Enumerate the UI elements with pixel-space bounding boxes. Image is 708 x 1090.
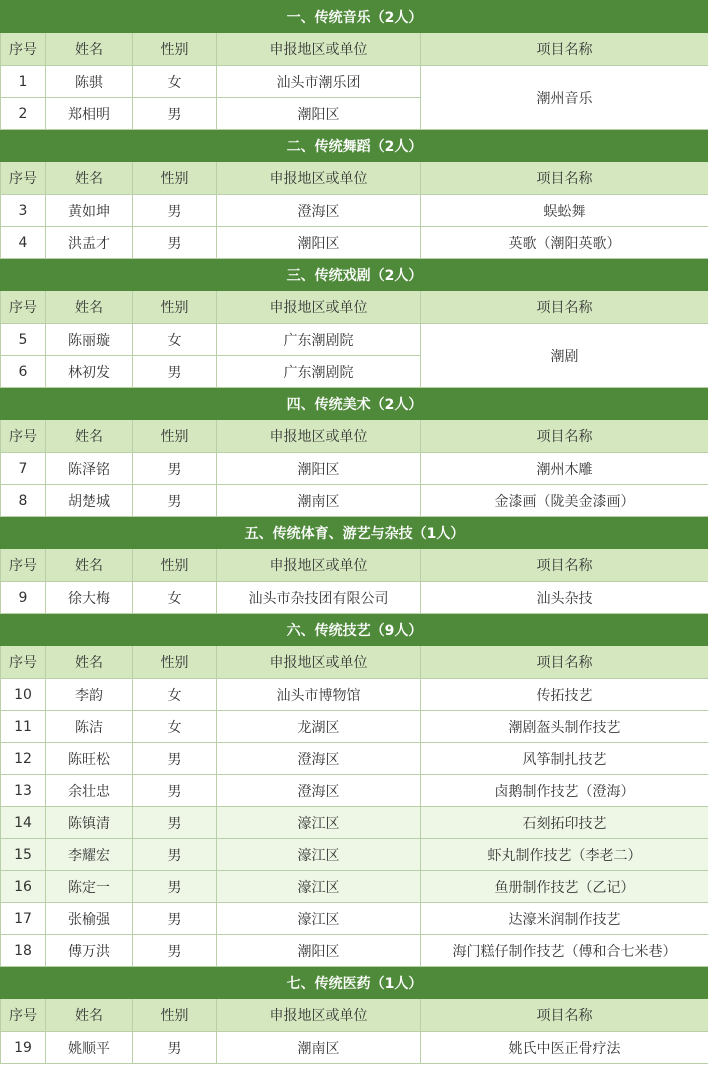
- row-name: 姚顺平: [46, 1032, 133, 1064]
- row-project: 潮州木雕: [421, 453, 708, 485]
- row-number: 13: [1, 775, 46, 807]
- header-name: 姓名: [46, 420, 133, 453]
- section-title: 六、传统技艺（9人）: [1, 614, 708, 646]
- row-name: 张榆强: [46, 903, 133, 935]
- header-unit: 申报地区或单位: [217, 33, 421, 66]
- row-project: 石刻拓印技艺: [421, 807, 708, 839]
- row-gender: 男: [133, 453, 217, 485]
- row-name: 陈镇清: [46, 807, 133, 839]
- row-name: 胡楚城: [46, 485, 133, 517]
- column-header-row: [1, 33, 708, 66]
- column-header-row: [1, 291, 708, 324]
- section-title: 一、传统音乐（2人）: [1, 1, 708, 33]
- row-unit: 澄海区: [217, 775, 421, 807]
- section-title-row: [1, 259, 708, 291]
- row-name: 徐大梅: [46, 582, 133, 614]
- header-number: 序号: [1, 549, 46, 582]
- table-row: [1, 743, 708, 775]
- section-title: 三、传统戏剧（2人）: [1, 259, 708, 291]
- table-body: [1, 1, 708, 1064]
- column-header-row: [1, 999, 708, 1032]
- row-name: 余壮忠: [46, 775, 133, 807]
- row-unit: 广东潮剧院: [217, 356, 421, 388]
- row-unit: 濠江区: [217, 807, 421, 839]
- table-row: [1, 1032, 708, 1064]
- row-gender: 男: [133, 807, 217, 839]
- row-name: 陈旺松: [46, 743, 133, 775]
- row-number: 18: [1, 935, 46, 967]
- row-gender: 男: [133, 935, 217, 967]
- section-title-row: [1, 1, 708, 33]
- table-row: [1, 935, 708, 967]
- row-number: 14: [1, 807, 46, 839]
- row-gender: 男: [133, 1032, 217, 1064]
- row-project: 风筝制扎技艺: [421, 743, 708, 775]
- row-name: 林初发: [46, 356, 133, 388]
- row-number: 6: [1, 356, 46, 388]
- section-title-row: [1, 388, 708, 420]
- row-unit: 汕头市博物馆: [217, 679, 421, 711]
- row-number: 1: [1, 66, 46, 98]
- row-project: 英歌（潮阳英歌）: [421, 227, 708, 259]
- header-project: 项目名称: [421, 291, 708, 324]
- row-gender: 男: [133, 839, 217, 871]
- header-unit: 申报地区或单位: [217, 549, 421, 582]
- column-header-row: [1, 162, 708, 195]
- row-number: 2: [1, 98, 46, 130]
- header-project: 项目名称: [421, 33, 708, 66]
- header-gender: 性别: [133, 549, 217, 582]
- row-name: 黄如坤: [46, 195, 133, 227]
- row-project: 鱼册制作技艺（乙记）: [421, 871, 708, 903]
- table-row: [1, 227, 708, 259]
- row-unit: 濠江区: [217, 839, 421, 871]
- row-unit: 濠江区: [217, 871, 421, 903]
- row-number: 11: [1, 711, 46, 743]
- column-header-row: [1, 549, 708, 582]
- column-header-row: [1, 646, 708, 679]
- table-row: [1, 582, 708, 614]
- section-title-row: [1, 967, 708, 999]
- header-number: 序号: [1, 291, 46, 324]
- header-name: 姓名: [46, 999, 133, 1032]
- row-project: 虾丸制作技艺（李老二）: [421, 839, 708, 871]
- section-title-row: [1, 517, 708, 549]
- row-project: 蜈蚣舞: [421, 195, 708, 227]
- row-gender: 女: [133, 679, 217, 711]
- row-number: 3: [1, 195, 46, 227]
- row-number: 16: [1, 871, 46, 903]
- row-unit: 潮阳区: [217, 98, 421, 130]
- section-title: 二、传统舞蹈（2人）: [1, 130, 708, 162]
- row-gender: 男: [133, 775, 217, 807]
- row-unit: 澄海区: [217, 743, 421, 775]
- table-row: [1, 66, 708, 98]
- row-project: 达濠米润制作技艺: [421, 903, 708, 935]
- header-unit: 申报地区或单位: [217, 646, 421, 679]
- row-number: 17: [1, 903, 46, 935]
- row-project: 汕头杂技: [421, 582, 708, 614]
- row-number: 12: [1, 743, 46, 775]
- table-row: [1, 453, 708, 485]
- row-unit: 广东潮剧院: [217, 324, 421, 356]
- row-project-merged: 潮州音乐: [421, 66, 708, 130]
- row-number: 9: [1, 582, 46, 614]
- table-row: [1, 324, 708, 356]
- row-gender: 男: [133, 485, 217, 517]
- row-name: 傅万洪: [46, 935, 133, 967]
- table-row: [1, 485, 708, 517]
- row-unit: 潮南区: [217, 485, 421, 517]
- row-number: 15: [1, 839, 46, 871]
- header-number: 序号: [1, 420, 46, 453]
- table-row: [1, 903, 708, 935]
- row-name: 李韵: [46, 679, 133, 711]
- row-unit: 澄海区: [217, 195, 421, 227]
- row-name: 陈泽铭: [46, 453, 133, 485]
- row-name: 陈丽璇: [46, 324, 133, 356]
- row-gender: 男: [133, 98, 217, 130]
- row-number: 7: [1, 453, 46, 485]
- header-gender: 性别: [133, 33, 217, 66]
- table-row: [1, 711, 708, 743]
- row-gender: 女: [133, 66, 217, 98]
- header-name: 姓名: [46, 162, 133, 195]
- row-unit: 濠江区: [217, 903, 421, 935]
- header-number: 序号: [1, 999, 46, 1032]
- row-gender: 男: [133, 195, 217, 227]
- header-gender: 性别: [133, 162, 217, 195]
- row-number: 10: [1, 679, 46, 711]
- header-gender: 性别: [133, 420, 217, 453]
- header-project: 项目名称: [421, 646, 708, 679]
- header-number: 序号: [1, 33, 46, 66]
- header-project: 项目名称: [421, 162, 708, 195]
- header-number: 序号: [1, 646, 46, 679]
- row-name: 郑相明: [46, 98, 133, 130]
- row-name: 洪盂才: [46, 227, 133, 259]
- section-title: 七、传统医药（1人）: [1, 967, 708, 999]
- header-unit: 申报地区或单位: [217, 291, 421, 324]
- row-gender: 女: [133, 582, 217, 614]
- row-gender: 女: [133, 324, 217, 356]
- table-row: [1, 871, 708, 903]
- row-project: 传拓技艺: [421, 679, 708, 711]
- header-name: 姓名: [46, 646, 133, 679]
- row-project: 潮剧盔头制作技艺: [421, 711, 708, 743]
- row-project-merged: 潮剧: [421, 324, 708, 388]
- row-gender: 女: [133, 711, 217, 743]
- header-name: 姓名: [46, 33, 133, 66]
- row-name: 陈骐: [46, 66, 133, 98]
- row-name: 陈洁: [46, 711, 133, 743]
- row-gender: 男: [133, 356, 217, 388]
- table-row: [1, 839, 708, 871]
- section-title-row: [1, 614, 708, 646]
- header-number: 序号: [1, 162, 46, 195]
- row-gender: 男: [133, 903, 217, 935]
- row-project: 姚氏中医正骨疗法: [421, 1032, 708, 1064]
- row-unit: 潮阳区: [217, 453, 421, 485]
- table-row: [1, 807, 708, 839]
- row-project: 卤鹅制作技艺（澄海）: [421, 775, 708, 807]
- row-number: 8: [1, 485, 46, 517]
- row-unit: 龙湖区: [217, 711, 421, 743]
- header-name: 姓名: [46, 291, 133, 324]
- table-row: [1, 195, 708, 227]
- header-unit: 申报地区或单位: [217, 999, 421, 1032]
- row-unit: 潮阳区: [217, 935, 421, 967]
- row-gender: 男: [133, 743, 217, 775]
- section-title: 五、传统体育、游艺与杂技（1人）: [1, 517, 708, 549]
- header-name: 姓名: [46, 549, 133, 582]
- header-gender: 性别: [133, 291, 217, 324]
- column-header-row: [1, 420, 708, 453]
- row-number: 19: [1, 1032, 46, 1064]
- header-project: 项目名称: [421, 420, 708, 453]
- row-project: 金漆画（陇美金漆画）: [421, 485, 708, 517]
- header-unit: 申报地区或单位: [217, 420, 421, 453]
- row-number: 5: [1, 324, 46, 356]
- row-unit: 汕头市潮乐团: [217, 66, 421, 98]
- row-name: 李耀宏: [46, 839, 133, 871]
- section-title-row: [1, 130, 708, 162]
- header-unit: 申报地区或单位: [217, 162, 421, 195]
- row-number: 4: [1, 227, 46, 259]
- header-gender: 性别: [133, 646, 217, 679]
- row-gender: 男: [133, 871, 217, 903]
- row-name: 陈定一: [46, 871, 133, 903]
- row-gender: 男: [133, 227, 217, 259]
- table-row: [1, 775, 708, 807]
- header-gender: 性别: [133, 999, 217, 1032]
- row-unit: 潮南区: [217, 1032, 421, 1064]
- section-title: 四、传统美术（2人）: [1, 388, 708, 420]
- row-unit: 潮阳区: [217, 227, 421, 259]
- row-project: 海门糕仔制作技艺（傅和合七米巷）: [421, 935, 708, 967]
- header-project: 项目名称: [421, 549, 708, 582]
- row-unit: 汕头市杂技团有限公司: [217, 582, 421, 614]
- header-project: 项目名称: [421, 999, 708, 1032]
- table-row: [1, 679, 708, 711]
